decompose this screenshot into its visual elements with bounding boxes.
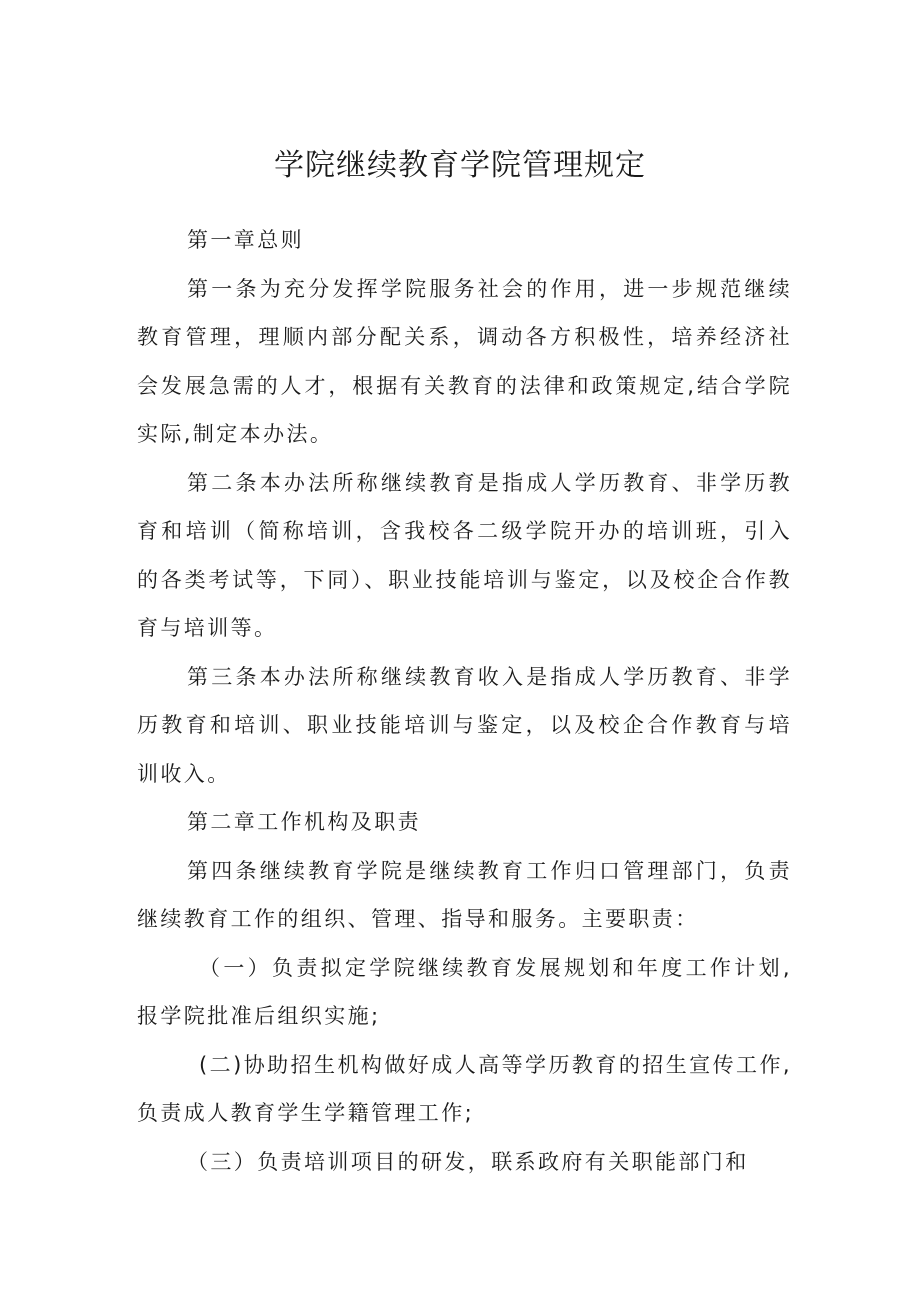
article-paragraph: 第四条继续教育学院是继续教育工作归口管理部门，负责继续教育工作的组织、管理、指导和服务。主要职责：	[137, 858, 792, 931]
document-title: 学院继续教育学院管理规定	[274, 148, 646, 183]
list-item: （一）负责拟定学院继续教育发展规划和年度工作计划,报学院批准后组织实施;	[137, 955, 792, 1028]
article-paragraph: 第一条为充分发挥学院服务社会的作用，进一步规范继续教育管理，理顺内部分配关系，调动各方积极性，培养经济社会发展急需的人才，根据有关教育的法律和政策规定,结合学院实际,制定本办法。	[137, 276, 792, 446]
article-paragraph: 第三条本办法所称继续教育收入是指成人学历教育、非学历教育和培训、职业技能培训与鉴定，以及校企合作教育与培训收入。	[137, 664, 792, 786]
list-item: （三）负责培训项目的研发，联系政府有关职能部门和	[187, 1149, 749, 1174]
list-item: (二)协助招生机构做好成人高等学历教育的招生宣传工作,负责成人教育学生学籍管理工作;	[137, 1052, 792, 1125]
chapter-heading: 第二章工作机构及职责	[187, 810, 421, 834]
document-body	[137, 216, 792, 1186]
article-paragraph: 第二条本办法所称继续教育是指成人学历教育、非学历教育和培训（简称培训，含我校各二级学院开办的培训班，引入的各类考试等，下同）、职业技能培训与鉴定，以及校企合作教育与培训等。	[137, 470, 792, 640]
chapter-heading: 第一章总则	[187, 228, 304, 252]
